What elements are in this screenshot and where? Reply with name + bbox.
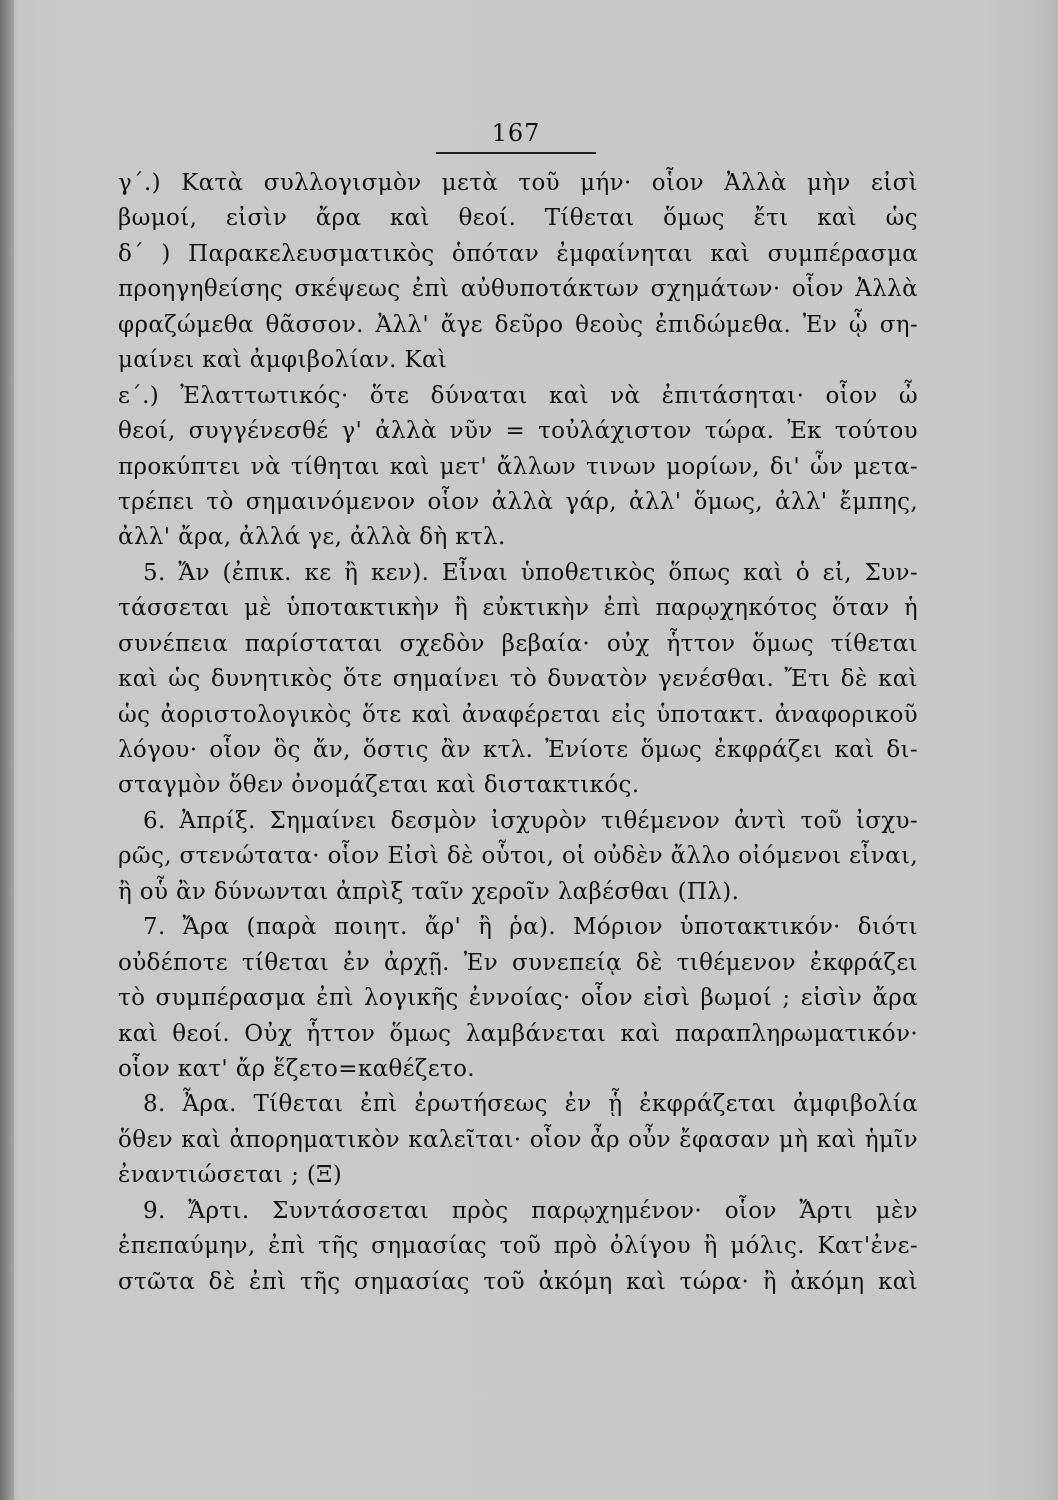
text-line: 5. Ἄν (ἐπικ. κε ἢ κεν). Εἶναι ὑποθετικὸς ὅπως καὶ ὁ εἰ, Συν- <box>143 559 918 586</box>
text-line: μαίνει καὶ ἀμφιβολίαν. Καὶ <box>118 347 448 374</box>
text-line: φραζώμεθα θᾶσσον. Ἀλλ' ἄγε δεῦρο θεοὺς ἐπιδώμεθα. Ἐν ᾧ ση- <box>118 311 918 338</box>
body-text <box>118 166 918 1300</box>
text-line: καὶ θεοί. Οὐχ ἧττον ὅμως λαμβάνεται καὶ παραπληρωματικόν· <box>118 1020 918 1047</box>
text-line: ὡς ἀοριστολογικὸς ὅτε καὶ ἀναφέρεται εἰς ὑποτακτ. ἀναφορικοῦ <box>118 701 918 728</box>
text-line: προκύπτει νὰ τίθηται καὶ μετ' ἄλλων τινων μορίων, δι' ὧν μετα- <box>118 453 918 480</box>
page-header <box>436 118 596 148</box>
text-line: ὅθεν καὶ ἀπορηματικὸν καλεῖται· οἷον ἆρ οὖν ἔφασαν μὴ καὶ ἡμῖν <box>118 1126 918 1153</box>
text-line: συνέπεια παρίσταται σχεδὸν βεβαία· οὐχ ἧττον ὅμως τίθεται <box>118 630 918 657</box>
text-line: 8. Ἆρα. Τίθεται ἐπὶ ἐρωτήσεως ἐν ᾗ ἐκφράζεται ἀμφιβολία <box>143 1091 918 1118</box>
page-number: 167 <box>491 119 541 147</box>
text-line: δ΄ ) Παρακελευσματικὸς ὁπόταν ἐμφαίνηται καὶ συμπέρασμα <box>118 240 918 267</box>
text-line: τὸ συμπέρασμα ἐπὶ λογικῆς ἐννοίας· οἷον εἰσὶ βωμοί ; εἰσὶν ἄρα <box>118 985 918 1012</box>
text-line: γ΄.) Κατὰ συλλογισμὸν μετὰ τοῦ μήν· οἷον Ἀλλὰ μὴν εἰσὶ <box>118 170 918 196</box>
text-line: στῶτα δὲ ἐπὶ τῆς σημασίας τοῦ ἀκόμη καὶ τώρα· ἢ ἀκόμη καὶ <box>118 1268 918 1295</box>
text-line: 9. Ἄρτι. Συντάσσεται πρὸς παρῳχημένον· οἷον Ἄρτι μὲν <box>143 1197 918 1224</box>
text-line: καὶ ὡς δυνητικὸς ὅτε σημαίνει τὸ δυνατὸν γενέσθαι. Ἔτι δὲ καὶ <box>118 666 918 693</box>
text-line: θεοί, συγγένεσθέ γ' ἀλλὰ νῦν = τοὐλάχιστον τώρα. Ἐκ τούτου <box>118 418 918 445</box>
text-line: ε΄.) Ἐλαττωτικός· ὅτε δύναται καὶ νὰ ἐπιτάσηται· οἷον ὦ <box>118 382 918 409</box>
text-line: 7. Ἄρα (παρὰ ποιητ. ἄρ' ἢ ῥα). Μόριον ὑποτακτικόν· διότι <box>143 914 918 941</box>
text-line: προηγηθείσης σκέψεως ἐπὶ αὐθυποτάκτων σχημάτων· οἷον Ἀλλὰ <box>118 276 918 303</box>
text-line: οὐδέποτε τίθεται ἐν ἀρχῇ. Ἐν συνεπείᾳ δὲ τιθέμενον ἐκφράζει <box>118 949 918 976</box>
text-line: σταγμὸν ὅθεν ὀνομάζεται καὶ διστακτικός. <box>118 772 640 799</box>
text-line: βωμοί, εἰσὶν ἄρα καὶ θεοί. Τίθεται ὅμως ἔτι καὶ ὡς <box>118 205 918 232</box>
header-rule <box>436 152 596 154</box>
text-line: ρῶς, στενώτατα· οἷον Εἰσὶ δὲ οὗτοι, οἱ οὐδὲν ἄλλο οἰόμενοι εἶναι, <box>118 843 918 870</box>
text-line: 6. Ἀπρίξ. Σημαίνει δεσμὸν ἰσχυρὸν τιθέμενον ἀντὶ τοῦ ἰσχυ- <box>143 807 918 834</box>
text-line: λόγου· οἷον ὃς ἄν, ὅστις ἂν κτλ. Ἐνίοτε ὅμως ἐκφράζει καὶ δι- <box>118 737 918 763</box>
text-line: ἐπεπαύμην, ἐπὶ τῆς σημασίας τοῦ πρὸ ὀλίγου ἢ μόλις. Κατ'ἐνε- <box>118 1233 918 1260</box>
text-line: τρέπει τὸ σημαινόμενον οἷον ἀλλὰ γάρ, ἀλλ' ὅμως, ἀλλ' ἔμπης, <box>118 488 918 515</box>
text-line: ἀλλ' ἄρα, ἀλλά γε, ἀλλὰ δὴ κτλ. <box>118 524 506 551</box>
text-line: ἐναντιώσεται ; (Ξ) <box>118 1162 343 1189</box>
text-line: τάσσεται μὲ ὑποτακτικὴν ἢ εὐκτικὴν ἐπὶ παρῳχηκότος ὅταν ἡ <box>118 595 918 622</box>
text-line: οἷον κατ' ἄρ ἕζετο=καθέζετο. <box>118 1055 475 1082</box>
text-line: ἢ οὗ ἂν δύνωνται ἀπρὶξ ταῖν χεροῖν λαβέσθαι (Πλ). <box>118 878 740 905</box>
